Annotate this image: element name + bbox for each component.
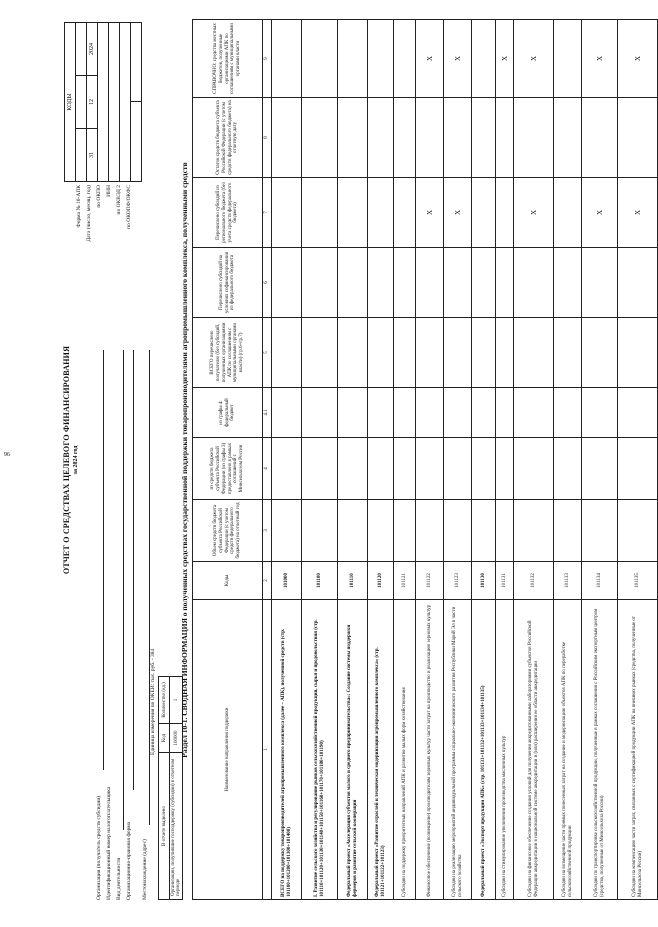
table-row bbox=[496, 20, 514, 900]
legal-form-label: Организационно-правовая форма bbox=[126, 821, 132, 900]
okopf-label: по ОКОПФ/ОКФС bbox=[126, 185, 132, 229]
row-cell bbox=[514, 388, 554, 438]
col-header-7: Перечислено субсидий из регионального бюджета (без учета средств федерального бюджета) bbox=[193, 178, 263, 248]
row-cell bbox=[496, 438, 514, 500]
row-cell bbox=[272, 438, 302, 500]
row-name: Субсидии на поддержку приоритетных направлений АПК и развитие малых форм хозяйствования bbox=[394, 600, 416, 900]
row-cell bbox=[368, 438, 394, 500]
row-cell bbox=[272, 500, 302, 562]
form-label: Форма № 10-АПК bbox=[76, 185, 82, 228]
okved-label: по ОКВЭД 2 bbox=[116, 185, 122, 215]
col-header-6: Перечислено субсидий на условиях софинансирования из федерального бюджета bbox=[193, 248, 263, 318]
row-cell bbox=[416, 98, 444, 178]
row-cell: X bbox=[618, 20, 658, 98]
row-cell bbox=[338, 318, 368, 388]
row-cell bbox=[514, 98, 554, 178]
col-header-codes: Коды bbox=[193, 562, 263, 600]
row-cell bbox=[416, 248, 444, 318]
mini-h3: Количество (ед.) bbox=[159, 677, 170, 724]
activity-label: Вид деятельности bbox=[116, 857, 122, 900]
main-table bbox=[192, 19, 658, 900]
row-cell bbox=[302, 98, 338, 178]
row-cell bbox=[472, 438, 496, 500]
col-num: 2 bbox=[263, 562, 272, 600]
row-name: ВСЕГО на поддержку товаропроизводителей агропромышленного комплекса (далее – АПК), полученной средств (стр. 101100+101200+101300+101400) bbox=[272, 600, 302, 900]
row-cell bbox=[496, 318, 514, 388]
row-cell bbox=[368, 98, 394, 178]
row-cell bbox=[416, 438, 444, 500]
row-cell bbox=[554, 318, 582, 388]
row-cell bbox=[582, 248, 618, 318]
section-title: Раздел 10-1. СВОДНАЯ ИНФОРМАЦИЯ о полученных средствах государственной поддержки товаропроизводителями агропромышленного комплекса, полученными средств bbox=[180, 162, 189, 758]
col-num: 5 bbox=[263, 318, 272, 388]
row-code: 101131 bbox=[496, 562, 514, 600]
row-cell: X bbox=[582, 178, 618, 248]
row-name: Федеральный проект «Экспорт продукции АПК» (стр. 101131+101132+101133+101134+101135) bbox=[472, 600, 496, 900]
row-code: 101135 bbox=[618, 562, 658, 600]
row-cell bbox=[338, 98, 368, 178]
col-num: 8 bbox=[263, 98, 272, 178]
row-code: 101100 bbox=[302, 562, 338, 600]
row-cell bbox=[302, 248, 338, 318]
mini-row-code: 100000 bbox=[170, 724, 183, 753]
inn-row bbox=[109, 22, 120, 182]
row-cell bbox=[302, 438, 338, 500]
row-cell bbox=[302, 20, 338, 98]
row-cell bbox=[394, 500, 416, 562]
date-year: 2024 bbox=[87, 23, 97, 76]
row-cell bbox=[338, 178, 368, 248]
row-cell: X bbox=[514, 20, 554, 98]
mini-h2: Код bbox=[159, 724, 170, 753]
table-row bbox=[554, 20, 582, 900]
table-row bbox=[582, 20, 618, 900]
okpo-label: по ОКПО bbox=[96, 185, 102, 208]
row-name: I. Развитие сельского хозяйства и регулирование рынков сельскохозяйственной продукции, сырья и продовольствия (стр. 101110+101120+101130+101140+101150+101160+101170+101180+101190) bbox=[302, 600, 338, 900]
row-cell bbox=[272, 178, 302, 248]
row-cell bbox=[394, 388, 416, 438]
row-code: 101122 bbox=[416, 562, 444, 600]
row-cell bbox=[368, 20, 394, 98]
row-cell: X bbox=[416, 20, 444, 98]
row-name: Субсидии на возмещение части прямых понесенных затрат на создание и модернизацию объектов АПК по переработке сельскохозяйственной продукции bbox=[554, 600, 582, 900]
row-cell bbox=[472, 178, 496, 248]
row-cell bbox=[338, 248, 368, 318]
okpo-row bbox=[98, 22, 109, 182]
row-cell bbox=[416, 500, 444, 562]
col-num: 1 bbox=[263, 600, 272, 900]
row-cell bbox=[496, 98, 514, 178]
row-cell bbox=[302, 178, 338, 248]
col-num: 9 bbox=[263, 20, 272, 98]
row-cell bbox=[444, 318, 472, 388]
okved-row bbox=[120, 22, 131, 182]
row-cell bbox=[416, 318, 444, 388]
row-cell bbox=[302, 500, 338, 562]
row-cell bbox=[338, 438, 368, 500]
report-subtitle: за 2024 год bbox=[73, 445, 79, 475]
row-cell bbox=[394, 438, 416, 500]
col-num: 4.1 bbox=[263, 388, 272, 438]
col-header-name: Наименование направления поддержки bbox=[193, 600, 263, 900]
org-label: Организация (получатель средств субсидии) bbox=[96, 795, 102, 900]
table-row bbox=[394, 20, 416, 900]
row-code: 101110 bbox=[338, 562, 368, 600]
row-cell bbox=[394, 20, 416, 98]
table-row bbox=[272, 20, 302, 900]
row-cell bbox=[554, 438, 582, 500]
row-cell bbox=[496, 388, 514, 438]
col-header-9: СПРАВОЧНО: средства местных бюджетов, полученные организациями АПК по соглашениям с муниципальными органами власти bbox=[193, 20, 263, 98]
row-code: 101133 bbox=[554, 562, 582, 600]
table-row bbox=[618, 20, 658, 900]
mini-row-label: Организации, получившие господдержку (субсидии) в отчетном периоде bbox=[170, 753, 183, 900]
row-cell bbox=[554, 388, 582, 438]
taxpayer-label: Идентификационный номер налогоплательщика bbox=[106, 786, 112, 900]
row-name: Федеральный проект «Акселерация субъектов малого и среднего предпринимательства»: Создание системы поддержки фермеров и развитие сельской кооперации bbox=[338, 600, 368, 900]
col-num: 3 bbox=[263, 500, 272, 562]
row-cell bbox=[514, 318, 554, 388]
row-cell bbox=[472, 500, 496, 562]
row-cell bbox=[618, 98, 658, 178]
row-cell bbox=[444, 98, 472, 178]
row-cell bbox=[618, 318, 658, 388]
row-cell bbox=[582, 500, 618, 562]
row-cell bbox=[272, 318, 302, 388]
row-code: 101123 bbox=[444, 562, 472, 600]
row-cell bbox=[368, 388, 394, 438]
report-sheet bbox=[62, 20, 643, 900]
row-cell bbox=[394, 248, 416, 318]
row-code: 101130 bbox=[472, 562, 496, 600]
row-cell bbox=[554, 20, 582, 98]
row-code: 101132 bbox=[514, 562, 554, 600]
row-cell bbox=[472, 318, 496, 388]
inn-label: ИНН bbox=[106, 185, 112, 197]
row-cell bbox=[444, 438, 472, 500]
row-code: 101000 bbox=[272, 562, 302, 600]
mini-h1: В отчете выделено bbox=[159, 753, 170, 900]
row-name: Субсидии на стимулирование увеличения производства масличных культур bbox=[496, 600, 514, 900]
row-name: Субсидии на финансовое обеспечение создания условий для получения аккредитованными лабораториями субъектов Российской Федерации аккредитации в национальной системе аккредитации и (или) расширения ее области аккредитации bbox=[514, 600, 554, 900]
row-cell bbox=[272, 98, 302, 178]
row-cell bbox=[338, 388, 368, 438]
row-cell bbox=[444, 248, 472, 318]
row-cell bbox=[582, 438, 618, 500]
row-name: Субсидии на реализацию мероприятий индивидуальной программы социально-экономического развития Республики Марий Эл в части сельского хозяйства bbox=[444, 600, 472, 900]
row-cell bbox=[554, 178, 582, 248]
mini-row-value: 1 bbox=[170, 677, 183, 724]
date-month: 12 bbox=[87, 76, 97, 129]
row-cell bbox=[496, 248, 514, 318]
row-cell bbox=[444, 500, 472, 562]
row-cell bbox=[618, 248, 658, 318]
table-row bbox=[514, 20, 554, 900]
row-cell bbox=[554, 500, 582, 562]
col-header-4-1: из графы 4: федеральный бюджет bbox=[193, 388, 263, 438]
date-label: Дата (число, месяц, год) bbox=[86, 185, 92, 242]
row-cell bbox=[582, 388, 618, 438]
row-cell bbox=[618, 438, 658, 500]
table-row bbox=[338, 20, 368, 900]
row-code: 101121 bbox=[394, 562, 416, 600]
row-cell bbox=[472, 98, 496, 178]
row-name: Субсидии на компенсацию части затрат, связанных с сертификацией продукции АПК на внешних рынках (средства, полученные от Минсельхоза России) bbox=[618, 600, 658, 900]
row-cell bbox=[368, 178, 394, 248]
okopf-row bbox=[131, 22, 142, 182]
report-title: ОТЧЕТ О СРЕДСТВАХ ЦЕЛЕВОГО ФИНАНСИРОВАНИЯ bbox=[62, 345, 71, 575]
date-day: 31 bbox=[89, 152, 95, 158]
row-cell bbox=[368, 248, 394, 318]
row-cell: X bbox=[416, 178, 444, 248]
row-cell bbox=[272, 388, 302, 438]
table-row bbox=[416, 20, 444, 900]
row-name: Финансовое обеспечение (возмещение) производителям зерновых культур части затрат на производство и реализацию зерновых культур bbox=[416, 600, 444, 900]
col-num: 7 bbox=[263, 178, 272, 248]
row-cell bbox=[472, 388, 496, 438]
table-row bbox=[302, 20, 338, 900]
row-cell bbox=[302, 388, 338, 438]
codes-box bbox=[64, 22, 142, 182]
row-cell bbox=[472, 248, 496, 318]
row-cell bbox=[514, 438, 554, 500]
row-name: Федеральный проект «Развитие отраслей и техническая модернизация агропромышленного комплекса» (стр. 101121+101122+101123) bbox=[368, 600, 394, 900]
form-code-cell bbox=[76, 76, 86, 129]
row-cell bbox=[368, 500, 394, 562]
row-cell bbox=[496, 500, 514, 562]
row-cell bbox=[394, 318, 416, 388]
row-cell bbox=[554, 248, 582, 318]
row-cell bbox=[554, 98, 582, 178]
address-label: Местонахождение (адрес) bbox=[142, 839, 148, 900]
row-cell bbox=[514, 500, 554, 562]
row-cell: X bbox=[444, 20, 472, 98]
date-row bbox=[87, 22, 98, 182]
codes-header: КОДЫ bbox=[64, 22, 76, 182]
row-cell bbox=[272, 20, 302, 98]
row-cell bbox=[394, 178, 416, 248]
col-header-5: ВСЕГО перечислено получателю (без субсидий, полученных организациями АПК по соглашениям с муниципальными органами власти) (гр.6+гр.7) bbox=[193, 318, 263, 388]
row-code: 101120 bbox=[368, 562, 394, 600]
page-number: 96 bbox=[4, 452, 10, 458]
row-cell bbox=[394, 98, 416, 178]
row-cell: X bbox=[582, 20, 618, 98]
row-cell bbox=[272, 248, 302, 318]
row-cell: X bbox=[618, 178, 658, 248]
table-row bbox=[444, 20, 472, 900]
row-cell bbox=[582, 98, 618, 178]
row-cell bbox=[618, 388, 658, 438]
row-cell bbox=[582, 318, 618, 388]
row-cell bbox=[618, 500, 658, 562]
row-cell: X bbox=[496, 20, 514, 98]
row-cell bbox=[338, 20, 368, 98]
form-code-cell bbox=[76, 23, 86, 76]
table-row bbox=[368, 20, 394, 900]
table-row bbox=[472, 20, 496, 900]
row-code: 101134 bbox=[582, 562, 618, 600]
col-header-3: Объем средств бюджета субъекта Российской Федерации (с учетом средств федерального бюджета) на отчетный год bbox=[193, 500, 263, 562]
row-cell bbox=[368, 318, 394, 388]
form-code-cell bbox=[76, 129, 86, 181]
row-cell bbox=[338, 500, 368, 562]
col-header-4: из средств бюджета субъекта Российской Федерации (из графы 3) предоставлено в рамках соглашений с Минсельхозом России bbox=[193, 438, 263, 500]
row-cell bbox=[302, 318, 338, 388]
row-cell bbox=[472, 20, 496, 98]
col-num: 4 bbox=[263, 438, 272, 500]
col-header-8: Остаток средств бюджета субъекта Российской Федерации (с учетом средств федерального бюджета) на отчетную дату bbox=[193, 98, 263, 178]
row-cell: X bbox=[514, 178, 554, 248]
row-name: Субсидии по транспортировке сельскохозяйственной продукции, полученные в рамках соглашения с Российским экспортным центром (средства, полученные от Минсельхоза России) bbox=[582, 600, 618, 900]
col-num: 6 bbox=[263, 248, 272, 318]
form-code-row bbox=[76, 22, 87, 182]
row-cell bbox=[514, 248, 554, 318]
unit-label: Единица измерения по ОКЕИ: тыс. руб. - 384 bbox=[150, 648, 156, 755]
row-cell bbox=[444, 388, 472, 438]
row-cell bbox=[416, 388, 444, 438]
row-cell bbox=[496, 178, 514, 248]
row-cell: X bbox=[444, 178, 472, 248]
